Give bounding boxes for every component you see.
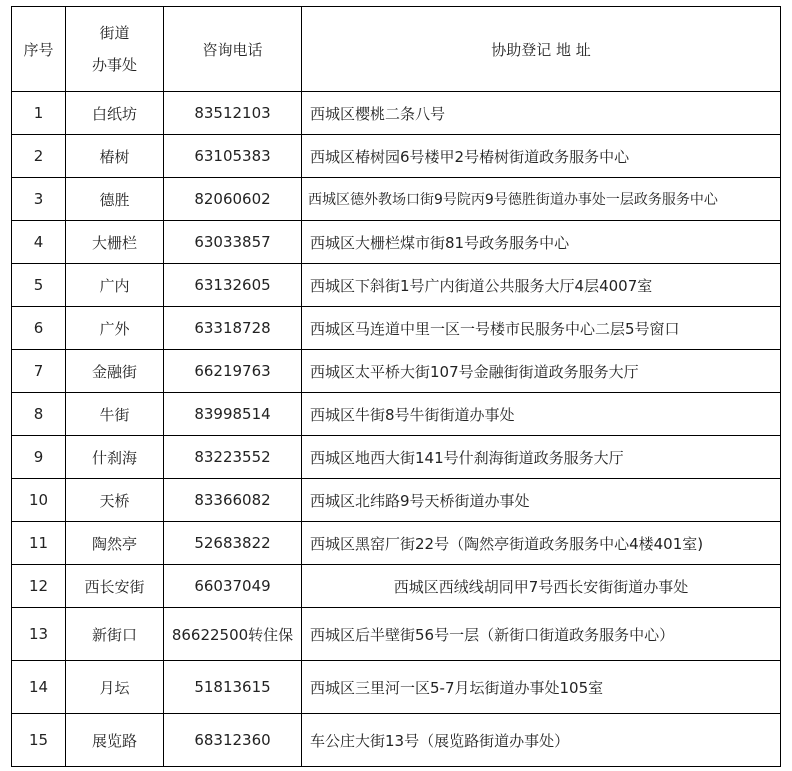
row-street: 广外 <box>66 307 164 350</box>
row-address: 西城区马连道中里一区一号楼市民服务中心二层5号窗口 <box>302 307 781 350</box>
table-row <box>12 661 781 714</box>
row-phone: 86622500转住保 <box>164 608 302 661</box>
row-index: 10 <box>12 479 66 522</box>
row-phone: 52683822 <box>164 522 302 565</box>
row-street: 新街口 <box>66 608 164 661</box>
table-row <box>12 350 781 393</box>
table-row <box>12 135 781 178</box>
row-address: 西城区德外教场口街9号院丙9号德胜街道办事处一层政务服务中心 <box>302 178 781 221</box>
registration-address-table <box>11 6 781 767</box>
row-index: 1 <box>12 92 66 135</box>
table-row <box>12 479 781 522</box>
row-street: 德胜 <box>66 178 164 221</box>
row-index: 11 <box>12 522 66 565</box>
row-phone: 63132605 <box>164 264 302 307</box>
row-index: 14 <box>12 661 66 714</box>
table-header-row <box>12 7 781 92</box>
row-street: 月坛 <box>66 661 164 714</box>
header-street <box>66 7 164 92</box>
row-street: 白纸坊 <box>66 92 164 135</box>
table-row <box>12 264 781 307</box>
row-index: 6 <box>12 307 66 350</box>
row-address: 西城区黑窑厂街22号（陶然亭街道政务服务中心4楼401室) <box>302 522 781 565</box>
header-index: 序号 <box>12 7 66 92</box>
row-address: 西城区大栅栏煤市街81号政务服务中心 <box>302 221 781 264</box>
table-row <box>12 522 781 565</box>
row-phone: 63318728 <box>164 307 302 350</box>
table-row <box>12 393 781 436</box>
row-phone: 66219763 <box>164 350 302 393</box>
table-row <box>12 565 781 608</box>
row-index: 12 <box>12 565 66 608</box>
row-street: 椿树 <box>66 135 164 178</box>
table-body <box>12 92 781 767</box>
row-street: 陶然亭 <box>66 522 164 565</box>
row-address: 西城区下斜街1号广内街道公共服务大厅4层4007室 <box>302 264 781 307</box>
table-row <box>12 92 781 135</box>
row-index: 4 <box>12 221 66 264</box>
row-index: 7 <box>12 350 66 393</box>
row-street: 大栅栏 <box>66 221 164 264</box>
row-index: 3 <box>12 178 66 221</box>
table-row <box>12 608 781 661</box>
row-phone: 66037049 <box>164 565 302 608</box>
row-index: 15 <box>12 714 66 767</box>
row-address: 西城区牛街8号牛街街道办事处 <box>302 393 781 436</box>
row-index: 2 <box>12 135 66 178</box>
row-address: 西城区地西大街141号什刹海街道政务服务大厅 <box>302 436 781 479</box>
table-row <box>12 436 781 479</box>
table-row <box>12 221 781 264</box>
row-index: 5 <box>12 264 66 307</box>
row-index: 13 <box>12 608 66 661</box>
header-street-line2: 办事处 <box>91 56 137 74</box>
row-phone: 63033857 <box>164 221 302 264</box>
row-address: 西城区西绒线胡同甲7号西长安街街道办事处 <box>302 565 781 608</box>
row-address: 西城区后半壁街56号一层（新街口街道政务服务中心） <box>302 608 781 661</box>
row-phone: 83223552 <box>164 436 302 479</box>
row-phone: 63105383 <box>164 135 302 178</box>
row-phone: 68312360 <box>164 714 302 767</box>
table-row <box>12 714 781 767</box>
row-phone: 83998514 <box>164 393 302 436</box>
row-address: 西城区樱桃二条八号 <box>302 92 781 135</box>
row-address: 西城区三里河一区5-7月坛街道办事处105室 <box>302 661 781 714</box>
table-row <box>12 178 781 221</box>
row-address: 西城区椿树园6号楼甲2号椿树街道政务服务中心 <box>302 135 781 178</box>
row-address: 西城区北纬路9号天桥街道办事处 <box>302 479 781 522</box>
row-phone: 83366082 <box>164 479 302 522</box>
row-index: 9 <box>12 436 66 479</box>
header-street-line1: 街道 <box>99 24 130 42</box>
row-address: 车公庄大街13号（展览路街道办事处） <box>302 714 781 767</box>
row-street: 牛街 <box>66 393 164 436</box>
table-row <box>12 307 781 350</box>
row-index: 8 <box>12 393 66 436</box>
row-street: 金融街 <box>66 350 164 393</box>
row-street: 广内 <box>66 264 164 307</box>
row-street: 展览路 <box>66 714 164 767</box>
row-phone: 51813615 <box>164 661 302 714</box>
row-address: 西城区太平桥大街107号金融街街道政务服务大厅 <box>302 350 781 393</box>
row-street: 西长安街 <box>66 565 164 608</box>
header-phone: 咨询电话 <box>164 7 302 92</box>
row-phone: 82060602 <box>164 178 302 221</box>
row-street: 什刹海 <box>66 436 164 479</box>
row-street: 天桥 <box>66 479 164 522</box>
row-phone: 83512103 <box>164 92 302 135</box>
header-address: 协助登记 地 址 <box>302 7 781 92</box>
